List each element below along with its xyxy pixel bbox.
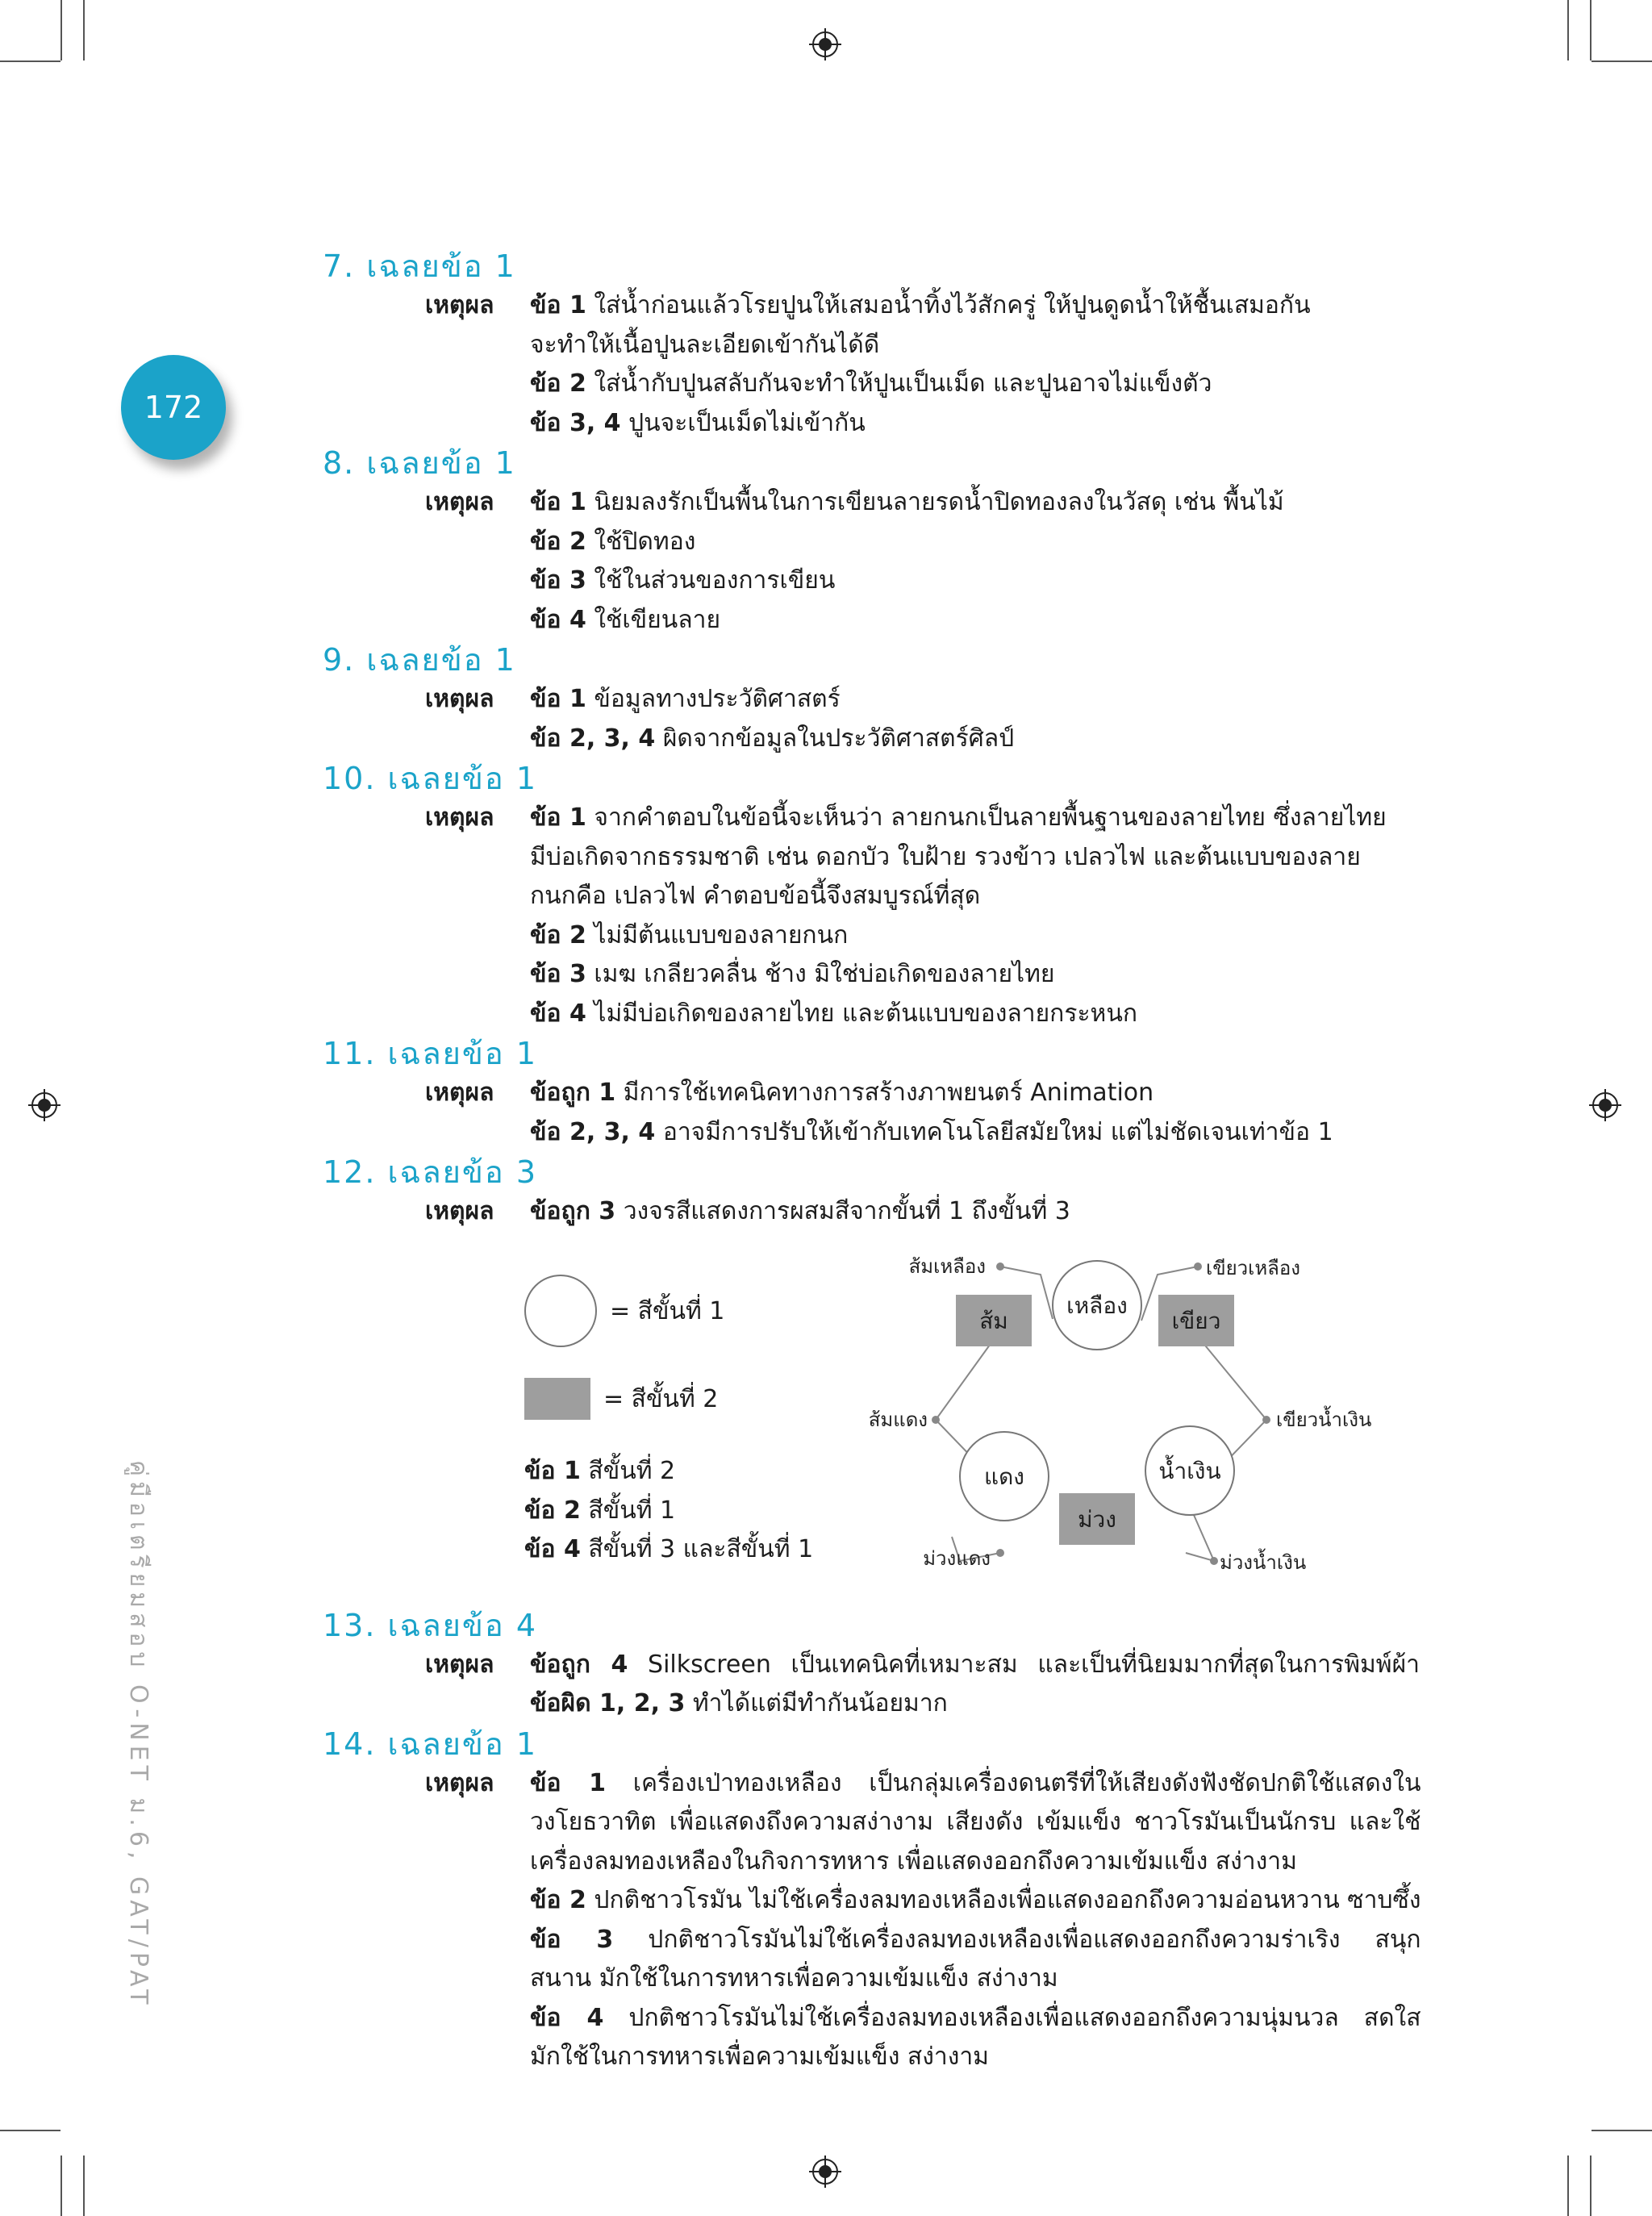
crop-mark [1567,2155,1569,2216]
reason-text: Silkscreen เป็นเทคนิคที่เหมาะสม และเป็นที่นิยมมากที่สุดในการพิมพ์ผ้า [628,1650,1420,1679]
choice-number: ข้อ 1 [524,1457,581,1485]
reason-line [530,326,1420,365]
legend-row-secondary [524,1347,724,1420]
reason-line [530,916,1420,956]
choice-number: ข้อผิด 1, 2, 3 [530,1689,686,1717]
reason-label: เหตุผล [425,1650,494,1679]
reason-line [530,404,1420,444]
secondary-color-label: เขียว [1171,1308,1221,1334]
reason-lines [530,799,1420,1033]
answer-item [323,246,1420,443]
primary-color-circle-icon [524,1275,597,1347]
reason-text: ใส่น้ำก่อนแล้วโรยปูนให้เสมอน้ำทิ้งไว้สักครู่ ให้ปูนดูดน้ำให้ชื้นเสมอกัน [586,291,1311,319]
choice-number: ข้อ 4 [530,2003,604,2032]
reason-line [530,799,1420,838]
reason-line [530,1764,1421,1804]
choice-number: ข้อ 1 [530,685,586,713]
reason-line [530,561,1420,601]
reason-block [323,1764,1420,2077]
choices-list [524,1452,813,1570]
choice-number: ข้อ 1 [530,803,586,832]
choice-line [524,1530,813,1570]
crop-mark [60,2155,62,2216]
primary-color-label: น้ำเงิน [1158,1458,1221,1484]
reason-text: เครื่องลมทองเหลืองในกิจการทหาร เพื่อแสดงออกถึงความเข้มแข็ง สง่างาม [530,1847,1297,1876]
reason-text: ไม่มีบ่อเกิดของลายไทย และต้นแบบของลายกระหนก [586,999,1138,1028]
tertiary-color-label: ม่วงแดง [923,1547,991,1570]
choice-number: ข้อ 3 [530,566,586,595]
book-title-vertical: คู่มือเตรียมสอบ O-NET ม.6, GAT/PAT [124,1460,152,2009]
answer-item [323,1033,1420,1152]
reason-lines [530,483,1420,640]
tertiary-color-label: เขียวเหลือง [1206,1257,1301,1279]
legend-row-primary [524,1275,724,1347]
answer-content [323,246,1420,2077]
reason-text: จะทำให้เนื้อปูนละเอียดเข้ากันได้ดี [530,330,880,359]
reason-line [530,955,1420,995]
reason-text: ใช้เขียนลาย [586,605,721,634]
color-wheel-diagram [847,1242,1428,1581]
answer-title: 12. เฉลยข้อ 3 [323,1154,537,1190]
legend-primary-label: = สีขั้นที่ 1 [610,1296,725,1325]
answer-title: 14. เฉลยข้อ 1 [323,1726,537,1762]
answer-item [323,443,1420,640]
choice-text: สีขั้นที่ 3 และสีขั้นที่ 1 [580,1535,814,1563]
reason-lines [530,1192,1420,1232]
reason-text: วงจรสีแสดงการผสมสีจากขั้นที่ 1 ถึงขั้นที่ 3 [615,1197,1070,1225]
choice-number: ข้อ 2 [530,369,586,398]
reason-line [530,680,1420,720]
tertiary-color-label: ส้มแดง [868,1408,928,1431]
reason-label: เหตุผล [425,685,494,713]
reason-text: มักใช้ในการทหารเพื่อความเข้มแข็ง สง่างาม [530,2043,989,2071]
reason-line [530,601,1420,641]
answer-title: 8. เฉลยข้อ 1 [323,445,516,481]
reason-text: เมฆ เกลียวคลื่น ช้าง มิใช่บ่อเกิดของลายไทย [586,960,1055,988]
registration-mark-icon [809,2155,841,2188]
reason-label: เหตุผล [425,803,494,832]
reason-lines [530,286,1420,443]
choice-number: ข้อ 3, 4 [530,408,621,437]
choice-number: ข้อ 2, 3, 4 [530,724,656,753]
answer-item [323,1152,1420,1232]
choice-number: ข้อ 2 [530,1886,586,1914]
reason-line [530,877,1420,916]
answer-item [323,640,1420,758]
crop-mark [1592,2130,1652,2131]
choice-number: ข้อ 2 [530,527,586,556]
choice-number: ข้อ 2 [524,1496,581,1525]
reason-line [530,1881,1421,1921]
choice-number: ข้อ 2 [530,920,586,949]
choice-number: ข้อ 4 [530,605,586,634]
crop-mark [1590,2155,1592,2216]
legend-secondary-label: = สีขั้นที่ 2 [603,1384,719,1413]
answer-title: 9. เฉลยข้อ 1 [323,642,516,678]
answer-title: 11. เฉลยข้อ 1 [323,1036,537,1071]
answer-item [323,1724,1420,2077]
choice-line [524,1492,813,1531]
reason-label: เหตุผล [425,1768,494,1797]
reason-text: อาจมีการปรับให้เข้ากับเทคโนโลยีสมัยใหม่ แต่ไม่ชัดเจนเท่าข้อ 1 [655,1117,1333,1146]
reason-block [323,680,1420,758]
reason-text: มีบ่อเกิดจากธรรมชาติ เช่น ดอกบัว ใบฝ้าย รวงข้าว เปลวไฟ และต้นแบบของลาย [530,842,1361,871]
answers-list [323,246,1420,1232]
crop-mark [0,2130,60,2131]
reason-line [530,286,1420,326]
registration-mark-icon [809,28,841,61]
reason-line [530,1646,1420,1685]
reason-text: เครื่องเป่าทองเหลือง เป็นกลุ่มเครื่องดนตรีที่ให้เสียงดังฟังชัดปกติใช้แสดงใน [606,1768,1421,1797]
reason-text: ทำได้แต่มีทำกันน้อยมาก [685,1689,948,1717]
reason-text: ปกติชาวโรมัน ไม่ใช้เครื่องลมทองเหลืองเพื่อแสดงออกถึงความอ่อนหวาน ซาบซึ้ง [586,1886,1421,1914]
reason-text: ใส่น้ำกับปูนสลับกันจะทำให้ปูนเป็นเม็ด และปูนอาจไม่แข็งตัว [586,369,1212,398]
answer-item [323,1605,1420,1724]
choice-number: ข้อถูก 1 [530,1079,616,1107]
reason-line [530,523,1420,562]
reason-line [530,720,1420,759]
choice-number: ข้อ 4 [524,1535,581,1563]
answer-title: 13. เฉลยข้อ 4 [323,1607,537,1643]
reason-line [530,483,1420,523]
reason-lines [530,1764,1421,2077]
crop-mark [0,61,60,62]
answer-item [323,758,1420,1033]
reason-line [530,365,1420,404]
choice-number: ข้อ 3 [530,1925,614,1954]
choice-number: ข้อ 3 [530,960,586,988]
registration-mark-icon [28,1089,60,1121]
answers-list [323,1605,1420,2077]
tertiary-color-label: ส้มเหลือง [908,1255,986,1278]
reason-text: ใช้ในส่วนของการเขียน [586,566,836,595]
reason-lines [530,1646,1420,1724]
crop-mark [83,0,85,61]
crop-mark [1592,61,1652,62]
page-number-badge: 172 [121,355,226,460]
reason-text: ผิดจากข้อมูลในประวัติศาสตร์ศิลป์ [655,724,1015,753]
reason-label: เหตุผล [425,488,494,516]
reason-block [323,1192,1420,1232]
reason-text: จากคำตอบในข้อนี้จะเห็นว่า ลายกนกเป็นลายพื้นฐานของลายไทย ซึ่งลายไทย [586,803,1387,832]
reason-text: ปกติชาวโรมันไม่ใช้เครื่องลมทองเหลืองเพื่อแสดงออกถึงความนุ่มนวล สดใส [603,2003,1421,2032]
secondary-color-label: ส้ม [979,1308,1008,1334]
tertiary-color-label: เขียวน้ำเงิน [1276,1408,1372,1431]
reason-line [530,2038,1421,2077]
secondary-color-rect-icon [524,1378,590,1420]
reason-text: วงโยธวาทิต เพื่อแสดงถึงความสง่างาม เสียงดัง เข้มแข็ง ชาวโรมันเป็นนักรบ และใช้ [530,1808,1421,1836]
tertiary-color-label: ม่วงน้ำเงิน [1220,1551,1307,1574]
reason-text: ปูนจะเป็นเม็ดไม่เข้ากัน [620,408,866,437]
choice-number: ข้อถูก 4 [530,1650,628,1679]
crop-mark [1567,0,1569,61]
crop-mark [83,2155,85,2216]
primary-color-label: เหลือง [1066,1292,1128,1319]
reason-block [323,1646,1420,1724]
reason-label: เหตุผล [425,291,494,319]
choice-number: ข้อ 1 [530,291,586,319]
choice-number: ข้อถูก 3 [530,1197,616,1225]
reason-text: นิยมลงรักเป็นพื้นในการเขียนลายรดน้ำปิดทองลงในวัสดุ เช่น พื้นไม้ [586,488,1284,516]
reason-lines [530,680,1420,758]
registration-mark-icon [1589,1089,1621,1121]
reason-text: ไม่มีต้นแบบของลายกนก [586,920,849,949]
reason-line [530,1074,1420,1113]
reason-line [530,1999,1421,2039]
choice-number: ข้อ 4 [530,999,586,1028]
reason-line [530,1803,1421,1842]
choice-text: สีขั้นที่ 2 [580,1457,676,1485]
reason-line [530,1684,1420,1724]
reason-line [530,1113,1420,1153]
answer-title: 10. เฉลยข้อ 1 [323,761,537,796]
crop-mark [60,0,62,61]
reason-block [323,483,1420,640]
reason-text: กนกคือ เปลวไฟ คำตอบข้อนี้จึงสมบูรณ์ที่สุด [530,882,981,910]
color-legend [524,1275,724,1420]
answer-title: 7. เฉลยข้อ 1 [323,248,516,284]
reason-label: เหตุผล [425,1079,494,1107]
primary-color-label: แดง [984,1463,1024,1490]
reason-label: เหตุผล [425,1197,494,1225]
choice-number: ข้อ 1 [530,488,586,516]
reason-text: มีการใช้เทคนิคทางการสร้างภาพยนตร์ Animation [615,1079,1154,1107]
crop-mark [1590,0,1592,61]
choice-text: สีขั้นที่ 1 [580,1496,676,1525]
reason-text: สนาน มักใช้ในการทหารเพื่อความเข้มแข็ง สง่างาม [530,1964,1058,1993]
reason-text: ใช้ปิดทอง [586,527,696,556]
choice-line [524,1452,813,1492]
reason-block [323,1074,1420,1152]
reason-lines [530,1074,1420,1152]
reason-text: ข้อมูลทางประวัติศาสตร์ [586,685,841,713]
reason-block [323,286,1420,443]
reason-line [530,995,1420,1034]
reason-text: ปกติชาวโรมันไม่ใช้เครื่องลมทองเหลืองเพื่อแสดงออกถึงความร่าเริง สนุก [613,1925,1421,1954]
reason-block [323,799,1420,1033]
choice-number: ข้อ 2, 3, 4 [530,1117,656,1146]
reason-line [530,1192,1420,1232]
reason-line [530,1959,1421,1999]
reason-line [530,1842,1421,1882]
choice-number: ข้อ 1 [530,1768,607,1797]
reason-line [530,1921,1421,1960]
reason-line [530,838,1420,878]
secondary-color-label: ม่วง [1078,1506,1116,1533]
